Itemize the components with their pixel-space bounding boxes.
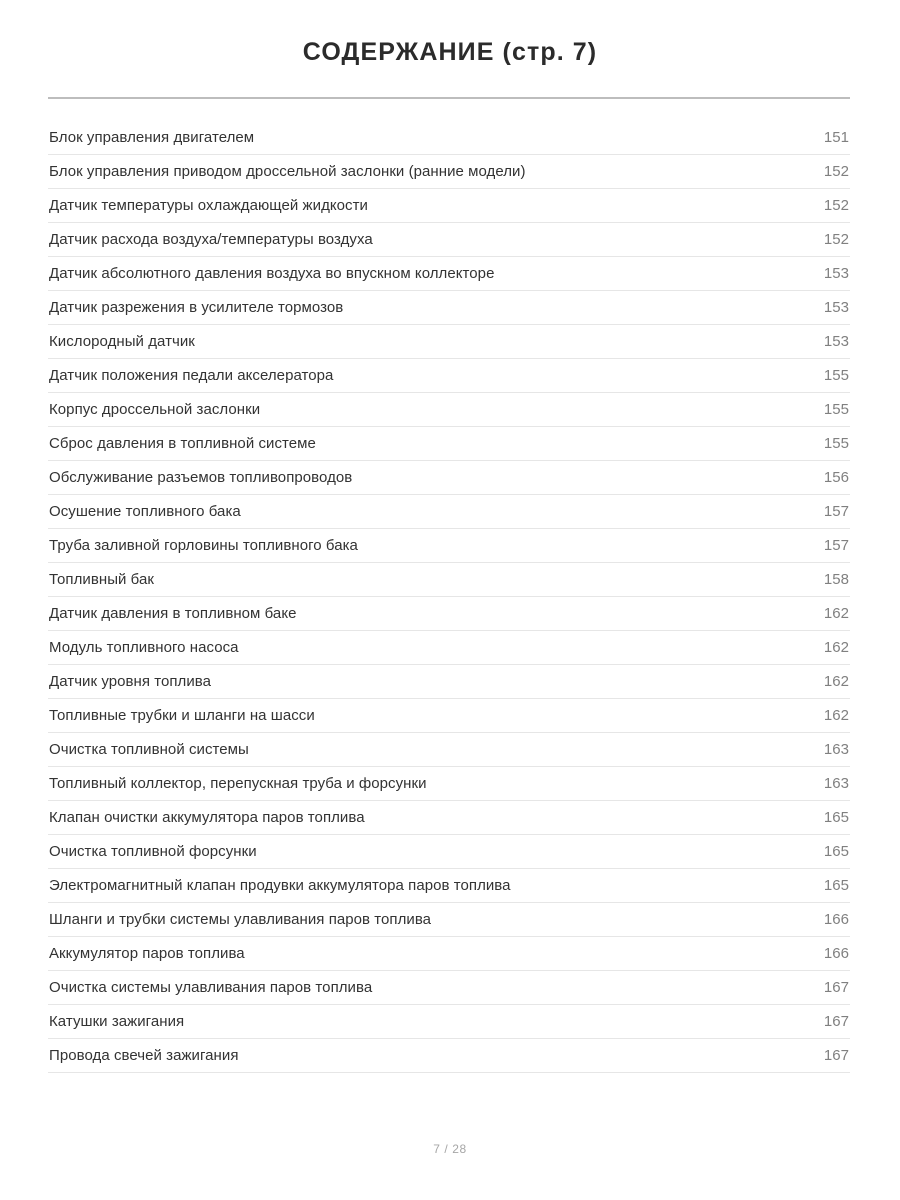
toc-entry-page-number: 152 [823, 197, 849, 214]
toc-entry-page-number: 165 [823, 843, 849, 860]
toc-entry-label: Очистка системы улавливания паров топлива [49, 979, 373, 996]
toc-entry-row[interactable] [48, 359, 850, 393]
toc-entry-page-number: 163 [823, 775, 849, 792]
toc-entry-row[interactable] [48, 767, 850, 801]
toc-entry-label: Катушки зажигания [49, 1013, 185, 1030]
toc-entry-label: Очистка топливной форсунки [49, 843, 257, 860]
toc-entry-label: Модуль топливного насоса [49, 639, 239, 656]
toc-entry-label: Датчик разрежения в усилителе тормозов [49, 299, 344, 316]
toc-entry-page-number: 153 [823, 333, 849, 350]
toc-entry-label: Датчик расхода воздуха/температуры воздуха [49, 231, 373, 248]
toc-entry-row[interactable] [48, 495, 850, 529]
toc-entry-row[interactable] [48, 325, 850, 359]
toc-entry-page-number: 155 [823, 435, 849, 452]
toc-entry-label: Электромагнитный клапан продувки аккумулятора паров топлива [49, 877, 511, 894]
toc-entry-page-number: 158 [823, 571, 849, 588]
toc-entry-page-number: 152 [823, 231, 849, 248]
toc-entry-page-number: 152 [823, 163, 849, 180]
toc-entry-row[interactable] [48, 801, 850, 835]
toc-entry-label: Обслуживание разъемов топливопроводов [49, 469, 353, 486]
toc-entry-page-number: 153 [823, 265, 849, 282]
toc-entry-page-number: 167 [823, 979, 849, 996]
toc-entry-row[interactable] [48, 869, 850, 903]
page-footer: 7 / 28 [433, 1142, 467, 1156]
toc-entry-row[interactable] [48, 529, 850, 563]
toc-entry-label: Провода свечей зажигания [49, 1047, 239, 1064]
toc-entry-row[interactable] [48, 971, 850, 1005]
toc-entry-label: Датчик абсолютного давления воздуха во впускном коллекторе [49, 265, 495, 282]
toc-entry-page-number: 153 [823, 299, 849, 316]
toc-entry-row[interactable] [48, 903, 850, 937]
toc-entry-row[interactable] [48, 733, 850, 767]
toc-entry-row[interactable] [48, 257, 850, 291]
table-of-contents-list [48, 121, 850, 1073]
toc-entry-row[interactable] [48, 563, 850, 597]
toc-entry-row[interactable] [48, 665, 850, 699]
toc-entry-label: Датчик уровня топлива [49, 673, 212, 690]
toc-entry-page-number: 163 [823, 741, 849, 758]
toc-entry-label: Топливный бак [49, 571, 154, 588]
toc-entry-page-number: 166 [823, 911, 849, 928]
toc-entry-label: Блок управления приводом дроссельной заслонки (ранние модели) [49, 163, 526, 180]
toc-entry-row[interactable] [48, 121, 850, 155]
toc-entry-page-number: 162 [823, 605, 849, 622]
toc-entry-row[interactable] [48, 1039, 850, 1073]
toc-entry-row[interactable] [48, 189, 850, 223]
toc-entry-label: Очистка топливной системы [49, 741, 249, 758]
toc-entry-row[interactable] [48, 427, 850, 461]
toc-entry-label: Блок управления двигателем [49, 129, 255, 146]
toc-entry-page-number: 162 [823, 707, 849, 724]
toc-entry-label: Датчик давления в топливном баке [49, 605, 297, 622]
toc-entry-label: Датчик температуры охлаждающей жидкости [49, 197, 368, 214]
toc-entry-label: Осушение топливного бака [49, 503, 241, 520]
toc-entry-label: Топливные трубки и шланги на шасси [49, 707, 315, 724]
toc-entry-row[interactable] [48, 461, 850, 495]
page-title: СОДЕРЖАНИЕ (стр. 7) [302, 38, 598, 66]
toc-entry-page-number: 166 [823, 945, 849, 962]
toc-entry-label: Топливный коллектор, перепускная труба и форсунки [49, 775, 427, 792]
toc-entry-label: Аккумулятор паров топлива [49, 945, 245, 962]
toc-entry-page-number: 151 [823, 129, 849, 146]
toc-entry-page-number: 155 [823, 401, 849, 418]
title-divider [48, 97, 850, 99]
toc-entry-page-number: 167 [823, 1047, 849, 1064]
toc-entry-row[interactable] [48, 223, 850, 257]
toc-entry-label: Корпус дроссельной заслонки [49, 401, 261, 418]
toc-entry-page-number: 156 [823, 469, 849, 486]
toc-entry-label: Датчик положения педали акселератора [49, 367, 334, 384]
toc-entry-label: Сброс давления в топливной системе [49, 435, 316, 452]
toc-entry-row[interactable] [48, 699, 850, 733]
toc-entry-page-number: 165 [823, 877, 849, 894]
toc-entry-row[interactable] [48, 155, 850, 189]
toc-entry-label: Клапан очистки аккумулятора паров топлива [49, 809, 365, 826]
toc-entry-row[interactable] [48, 291, 850, 325]
toc-entry-row[interactable] [48, 393, 850, 427]
toc-entry-label: Труба заливной горловины топливного бака [49, 537, 358, 554]
toc-entry-row[interactable] [48, 631, 850, 665]
toc-entry-row[interactable] [48, 597, 850, 631]
toc-entry-page-number: 162 [823, 673, 849, 690]
toc-entry-label: Кислородный датчик [49, 333, 195, 350]
toc-entry-page-number: 157 [823, 503, 849, 520]
toc-entry-row[interactable] [48, 835, 850, 869]
toc-entry-row[interactable] [48, 1005, 850, 1039]
toc-entry-page-number: 162 [823, 639, 849, 656]
toc-entry-row[interactable] [48, 937, 850, 971]
toc-entry-label: Шланги и трубки системы улавливания паров топлива [49, 911, 432, 928]
toc-entry-page-number: 155 [823, 367, 849, 384]
toc-entry-page-number: 157 [823, 537, 849, 554]
toc-entry-page-number: 167 [823, 1013, 849, 1030]
toc-entry-page-number: 165 [823, 809, 849, 826]
